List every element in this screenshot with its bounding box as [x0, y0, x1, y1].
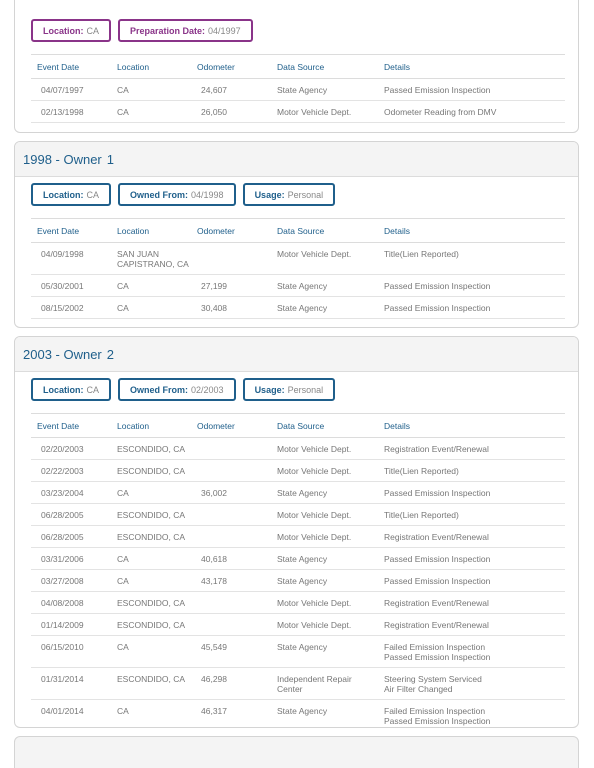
data-source-header: Data Source	[271, 55, 378, 79]
odometer-cell: 45,549	[191, 636, 271, 668]
data-source-cell: Motor Vehicle Dept.	[271, 243, 378, 275]
odometer-cell	[191, 460, 271, 482]
table-row	[31, 504, 565, 526]
details-cell: Passed Emission Inspection	[378, 482, 565, 504]
table-row	[31, 79, 565, 101]
location-cell: CA	[111, 700, 191, 729]
odometer-header: Odometer	[191, 414, 271, 438]
location-cell: CA	[111, 636, 191, 668]
data-source-cell: State Agency	[271, 79, 378, 101]
history-table	[31, 413, 565, 728]
location-cell: CA	[111, 79, 191, 101]
odometer-cell	[191, 243, 271, 275]
owner-title: 2003 - Owner 2	[23, 346, 114, 362]
table-row	[31, 482, 565, 504]
data-source-header: Data Source	[271, 414, 378, 438]
table-row	[31, 636, 565, 668]
details-cell: Failed Emission Inspection Passed Emission Inspection	[378, 700, 565, 729]
table-row	[31, 570, 565, 592]
event-date-cell: 04/09/1998	[31, 243, 111, 275]
odometer-cell	[191, 614, 271, 636]
data-source-cell: State Agency	[271, 297, 378, 319]
event-date-cell: 03/23/2004	[31, 482, 111, 504]
owner-card-2	[14, 336, 579, 728]
details-cell: Passed Emission Inspection	[378, 79, 565, 101]
data-source-cell: Motor Vehicle Dept.	[271, 101, 378, 123]
owner-card-next	[14, 736, 579, 768]
data-source-cell: Independent Repair Center	[271, 668, 378, 700]
details-header: Details	[378, 55, 565, 79]
location-tag: Location: CA	[31, 378, 111, 401]
data-source-cell: State Agency	[271, 548, 378, 570]
location-cell: ESCONDIDO, CA	[111, 592, 191, 614]
details-cell: Title(Lien Reported)	[378, 460, 565, 482]
event-date-cell: 02/13/1998	[31, 101, 111, 123]
details-header: Details	[378, 414, 565, 438]
event-date-cell: 06/28/2005	[31, 504, 111, 526]
details-cell: Registration Event/Renewal	[378, 614, 565, 636]
table-header-row	[31, 414, 565, 438]
event-date-cell: 08/15/2002	[31, 297, 111, 319]
data-source-cell: State Agency	[271, 570, 378, 592]
event-date-cell: 06/15/2010	[31, 636, 111, 668]
data-source-cell: State Agency	[271, 482, 378, 504]
odometer-cell: 27,199	[191, 275, 271, 297]
data-source-cell: Motor Vehicle Dept.	[271, 438, 378, 460]
odometer-header: Odometer	[191, 55, 271, 79]
location-cell: ESCONDIDO, CA	[111, 438, 191, 460]
event-date-cell: 03/31/2006	[31, 548, 111, 570]
odometer-cell: 36,002	[191, 482, 271, 504]
odometer-cell	[191, 438, 271, 460]
details-cell: Failed Emission Inspection Passed Emission Inspection	[378, 636, 565, 668]
odometer-cell: 40,618	[191, 548, 271, 570]
odometer-cell: 46,317	[191, 700, 271, 729]
details-cell: Passed Emission Inspection	[378, 275, 565, 297]
usage-tag: Usage: Personal	[243, 378, 336, 401]
details-cell: Title(Lien Reported)	[378, 243, 565, 275]
data-source-header: Data Source	[271, 219, 378, 243]
table-row	[31, 668, 565, 700]
event-date-cell: 06/28/2005	[31, 526, 111, 548]
details-cell: Registration Event/Renewal	[378, 592, 565, 614]
data-source-cell: State Agency	[271, 700, 378, 729]
location-cell: CA	[111, 297, 191, 319]
details-cell: Passed Emission Inspection	[378, 570, 565, 592]
event-date-cell: 02/20/2003	[31, 438, 111, 460]
details-cell: Steering System Serviced Air Filter Changed	[378, 668, 565, 700]
usage-tag: Usage: Personal	[243, 183, 336, 206]
location-header: Location	[111, 414, 191, 438]
table-row	[31, 592, 565, 614]
location-cell: ESCONDIDO, CA	[111, 668, 191, 700]
table-row	[31, 614, 565, 636]
table-row	[31, 438, 565, 460]
table-row	[31, 275, 565, 297]
data-source-cell: State Agency	[271, 636, 378, 668]
details-cell: Title(Lien Reported)	[378, 504, 565, 526]
odometer-cell: 46,298	[191, 668, 271, 700]
preparation-date-tag: Preparation Date: 04/1997	[118, 19, 253, 42]
event-date-cell: 02/22/2003	[31, 460, 111, 482]
table-row	[31, 460, 565, 482]
location-tag: Location: CA	[31, 183, 111, 206]
location-cell: ESCONDIDO, CA	[111, 614, 191, 636]
table-header-row	[31, 55, 565, 79]
details-cell: Registration Event/Renewal	[378, 438, 565, 460]
table-header-row	[31, 219, 565, 243]
data-source-cell: Motor Vehicle Dept.	[271, 592, 378, 614]
owner-card-1	[14, 141, 579, 328]
details-cell: Registration Event/Renewal	[378, 526, 565, 548]
owner-title: 1998 - Owner 1	[23, 151, 114, 167]
location-tag: Location: CA	[31, 19, 111, 42]
event-date-cell: 04/08/2008	[31, 592, 111, 614]
data-source-cell: State Agency	[271, 275, 378, 297]
location-header: Location	[111, 219, 191, 243]
history-table	[31, 54, 565, 123]
data-source-cell: Motor Vehicle Dept.	[271, 460, 378, 482]
history-card-prior	[14, 0, 579, 133]
data-source-cell: Motor Vehicle Dept.	[271, 526, 378, 548]
tag-row	[15, 183, 578, 206]
details-cell: Passed Emission Inspection	[378, 297, 565, 319]
table-row	[31, 526, 565, 548]
odometer-cell: 24,607	[191, 79, 271, 101]
details-header: Details	[378, 219, 565, 243]
odometer-header: Odometer	[191, 219, 271, 243]
location-cell: ESCONDIDO, CA	[111, 460, 191, 482]
history-table	[31, 218, 565, 319]
event-date-cell: 01/14/2009	[31, 614, 111, 636]
location-cell: CA	[111, 275, 191, 297]
event-date-cell: 04/01/2014	[31, 700, 111, 729]
details-cell: Passed Emission Inspection	[378, 548, 565, 570]
location-cell: CA	[111, 482, 191, 504]
owner-header	[15, 142, 578, 177]
location-cell: SAN JUAN CAPISTRANO, CA	[111, 243, 191, 275]
table-row	[31, 101, 565, 123]
tag-row	[15, 19, 578, 42]
odometer-cell: 26,050	[191, 101, 271, 123]
owned-from-tag: Owned From: 04/1998	[118, 183, 236, 206]
event-date-cell: 05/30/2001	[31, 275, 111, 297]
table-row	[31, 548, 565, 570]
location-header: Location	[111, 55, 191, 79]
location-cell: CA	[111, 570, 191, 592]
table-row	[31, 297, 565, 319]
location-cell: ESCONDIDO, CA	[111, 504, 191, 526]
odometer-cell	[191, 526, 271, 548]
data-source-cell: Motor Vehicle Dept.	[271, 614, 378, 636]
table-row	[31, 700, 565, 729]
odometer-cell: 30,408	[191, 297, 271, 319]
event-date-header: Event Date	[31, 219, 111, 243]
event-date-header: Event Date	[31, 55, 111, 79]
odometer-cell: 43,178	[191, 570, 271, 592]
event-date-header: Event Date	[31, 414, 111, 438]
owned-from-tag: Owned From: 02/2003	[118, 378, 236, 401]
details-cell: Odometer Reading from DMV	[378, 101, 565, 123]
event-date-cell: 03/27/2008	[31, 570, 111, 592]
data-source-cell: Motor Vehicle Dept.	[271, 504, 378, 526]
odometer-cell	[191, 592, 271, 614]
owner-header	[15, 337, 578, 372]
location-cell: ESCONDIDO, CA	[111, 526, 191, 548]
location-cell: CA	[111, 548, 191, 570]
table-row	[31, 243, 565, 275]
event-date-cell: 04/07/1997	[31, 79, 111, 101]
event-date-cell: 01/31/2014	[31, 668, 111, 700]
tag-row	[15, 378, 578, 401]
odometer-cell	[191, 504, 271, 526]
location-cell: CA	[111, 101, 191, 123]
